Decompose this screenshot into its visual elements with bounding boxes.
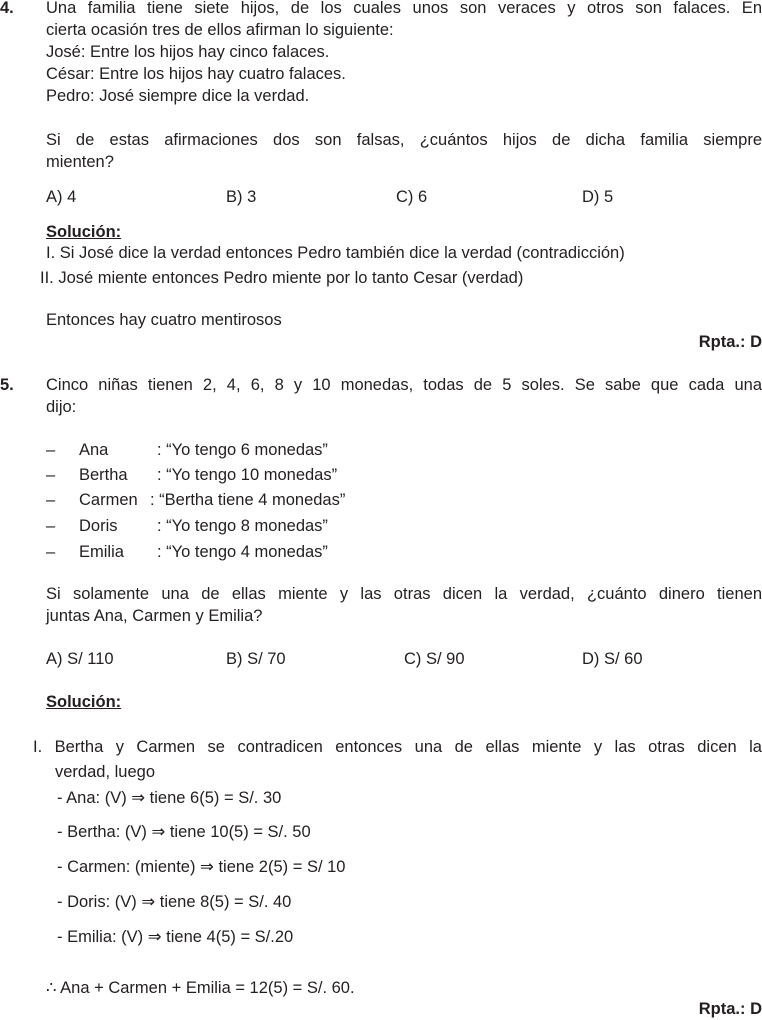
- problem-4-number: 4.: [0, 0, 14, 17]
- problem-5-option-a: A) S/ 110: [46, 650, 114, 668]
- problem-5-answer: Rpta.: D: [698, 1000, 762, 1018]
- problem-4-option-b: B) 3: [226, 188, 257, 206]
- problem-5-solution-label: Solución:: [46, 693, 122, 711]
- statement-quote: : “Yo tengo 4 monedas”: [157, 543, 328, 561]
- problem-5-deduction: - Ana: (V) ⇒ tiene 6(5) = S/. 30: [57, 789, 282, 807]
- problem-5-option-d: D) S/ 60: [582, 650, 643, 668]
- statement-quote: : “Yo tengo 8 monedas”: [157, 517, 328, 535]
- problem-5-deduction: - Emilia: (V) ⇒ tiene 4(5) = S/.20: [57, 928, 294, 946]
- problem-5-therefore: ∴ Ana + Carmen + Emilia = 12(5) = S/. 60.: [46, 979, 355, 997]
- problem-5-option-c: C) S/ 90: [404, 650, 465, 668]
- statement-name: Emilia: [79, 543, 124, 561]
- problem-5-statement-line-1: Cinco niñas tienen 2, 4, 6, 8 y 10 monedas, todas de 5 soles. Se sabe que cada una: [46, 376, 762, 394]
- problem-5-deduction: - Bertha: (V) ⇒ tiene 10(5) = S/. 50: [57, 823, 311, 841]
- problem-4-claim: José: Entre los hijos hay cinco falaces.: [46, 43, 330, 61]
- statement-name: Bertha: [79, 466, 128, 484]
- problem-5-question-line-2: juntas Ana, Carmen y Emilia?: [46, 607, 263, 625]
- problem-4-option-d: D) 5: [582, 188, 614, 206]
- problem-4-statement-line-1: Una familia tiene siete hijos, de los cuales unos son veraces y otros son falaces. En: [46, 0, 762, 17]
- list-dash: –: [46, 441, 56, 459]
- problem-4-solution-label: Solución:: [46, 223, 122, 241]
- statement-name: Carmen: [79, 491, 138, 509]
- problem-4-option-a: A) 4: [46, 188, 77, 206]
- problem-4-statement-line-2: cierta ocasión tres de ellos afirman lo siguiente:: [46, 21, 394, 39]
- list-dash: –: [46, 543, 56, 561]
- statement-name: Ana: [79, 441, 109, 459]
- problem-4-claim: Pedro: José siempre dice la verdad.: [46, 87, 310, 105]
- statement-quote: : “Yo tengo 10 monedas”: [157, 466, 338, 484]
- statement-name: Doris: [79, 517, 118, 535]
- problem-5-step-1-line-1: I. Bertha y Carmen se contradicen entonces una de ellas miente y las otras dicen la: [33, 738, 762, 756]
- problem-4-solution-step-2: II. José miente entonces Pedro miente por lo tanto Cesar (verdad): [40, 269, 524, 287]
- list-dash: –: [46, 517, 56, 535]
- problem-4-conclusion: Entonces hay cuatro mentirosos: [46, 311, 282, 329]
- problem-5-statement-line-2: dijo:: [46, 398, 77, 416]
- problem-4-claim: César: Entre los hijos hay cuatro falaces.: [46, 65, 346, 83]
- problem-4-option-c: C) 6: [396, 188, 428, 206]
- problem-5-option-b: B) S/ 70: [226, 650, 286, 668]
- problem-4-answer: Rpta.: D: [698, 333, 762, 351]
- statement-quote: : “Yo tengo 6 monedas”: [157, 441, 328, 459]
- problem-5-deduction: - Carmen: (miente) ⇒ tiene 2(5) = S/ 10: [57, 858, 346, 876]
- problem-5-question-line-1: Si solamente una de ellas miente y las otras dicen la verdad, ¿cuánto dinero tienen: [46, 585, 762, 603]
- list-dash: –: [46, 466, 56, 484]
- problem-4-question-line-2: mienten?: [46, 153, 114, 171]
- list-dash: –: [46, 491, 56, 509]
- problem-4-solution-step-1: I. Si José dice la verdad entonces Pedro también dice la verdad (contradicción): [46, 244, 625, 262]
- problem-5-number: 5.: [0, 376, 14, 394]
- statement-quote: : “Bertha tiene 4 monedas”: [150, 491, 346, 509]
- problem-5-deduction: - Doris: (V) ⇒ tiene 8(5) = S/. 40: [57, 893, 292, 911]
- problem-4-question-line-1: Si de estas afirmaciones dos son falsas, ¿cuántos hijos de dicha familia siempre: [46, 131, 762, 149]
- problem-5-step-1-line-2: verdad, luego: [55, 763, 155, 781]
